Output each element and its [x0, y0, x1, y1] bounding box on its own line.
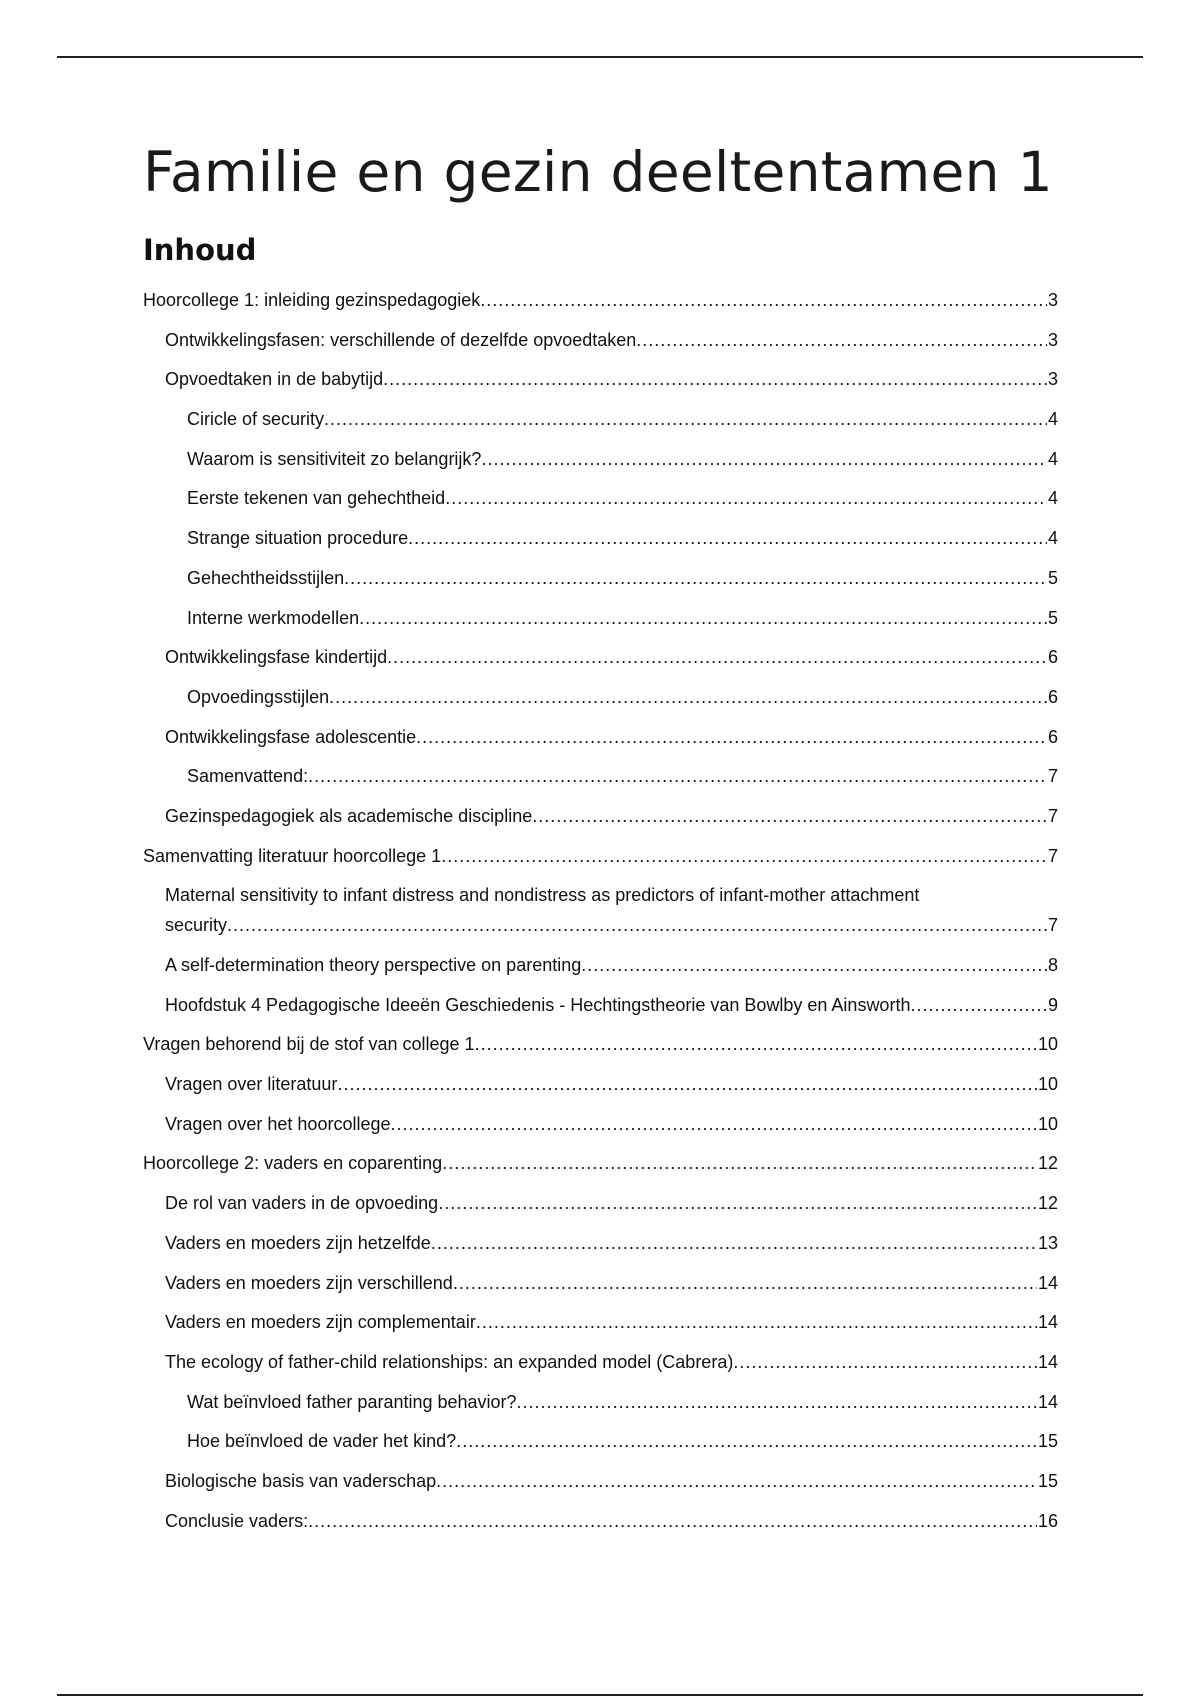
toc-entry-label: Vragen over literatuur [165, 1074, 338, 1095]
toc-entry-kindertijd[interactable] [143, 642, 1058, 672]
toc-page-number: 4 [1047, 409, 1058, 430]
toc-entry-hoorcollege-1[interactable] [143, 285, 1058, 315]
toc-dot-leader [480, 285, 1047, 315]
toc-entry-label: Ciricle of security [187, 409, 325, 430]
toc-entry-label: Ontwikkelingsfase adolescentie [165, 726, 417, 747]
toc-entry-complementair[interactable] [143, 1307, 1058, 1337]
page-title: Familie en gezin deeltentamen 1 [143, 140, 1053, 204]
toc-entry-label: Conclusie vaders: [165, 1510, 309, 1531]
toc-dot-leader [416, 722, 1047, 752]
toc-entry-label: Eerste tekenen van gehechtheid [187, 488, 446, 509]
toc-entry-verschillend[interactable] [143, 1268, 1058, 1298]
toc-dot-leader [390, 1109, 1036, 1139]
toc-dot-leader [383, 364, 1047, 394]
toc-entry-maternal-sensitivity[interactable] [143, 880, 1058, 940]
toc-entry-label: Opvoedingsstijlen [187, 686, 330, 707]
toc-entry-samenvatting-literatuur-1[interactable] [143, 841, 1058, 871]
toc-entry-hoorcollege-2[interactable] [143, 1148, 1058, 1178]
toc-page-number: 12 [1037, 1153, 1058, 1174]
toc-dot-leader [481, 444, 1047, 474]
toc-entry-opvoedtaken-babytijd[interactable] [143, 364, 1058, 394]
toc-entry-label: Ontwikkelingsfasen: verschillende of dezelfde opvoedtaken [165, 329, 637, 350]
toc-entry-biologische-basis[interactable] [143, 1466, 1058, 1496]
toc-page-number: 13 [1037, 1232, 1058, 1253]
toc-entry-label-line1: Maternal sensitivity to infant distress and nondistress as predictors of infant-mother attachment [165, 885, 920, 906]
toc-entry-label: Vaders en moeders zijn verschillend [165, 1272, 453, 1293]
toc-page-number: 10 [1037, 1074, 1058, 1095]
toc-entry-rol-van-vaders[interactable] [143, 1188, 1058, 1218]
toc-page-number: 6 [1047, 647, 1058, 668]
toc-entry-circle-of-security[interactable] [143, 404, 1058, 434]
toc-heading: Inhoud [143, 233, 257, 267]
toc-page-number: 14 [1037, 1351, 1058, 1372]
toc-dot-leader [227, 910, 1047, 940]
toc-dot-leader [344, 563, 1047, 593]
toc-entry-label: Gehechtheidsstijlen [187, 567, 345, 588]
toc-entry-interne-werkmodellen[interactable] [143, 603, 1058, 633]
toc-dot-leader [436, 1466, 1037, 1496]
toc-entry-label: Vaders en moeders zijn complementair [165, 1312, 476, 1333]
toc-page-number: 15 [1037, 1431, 1058, 1452]
toc-entry-sensitiviteit[interactable] [143, 444, 1058, 474]
toc-entry-label: Hoorcollege 2: vaders en coparenting [143, 1153, 443, 1174]
toc-dot-leader [441, 841, 1047, 871]
toc-dot-leader [636, 325, 1047, 355]
toc-entry-label: Opvoedtaken in de babytijd [165, 369, 384, 390]
toc-entry-label: Vragen behorend bij de stof van college 1 [143, 1034, 475, 1055]
toc-entry-label: Wat beïnvloed father paranting behavior? [187, 1391, 517, 1412]
toc-entry-label: Vragen over het hoorcollege [165, 1113, 391, 1134]
header-rule [57, 56, 1143, 58]
toc-entry-label: Biologische basis van vaderschap [165, 1470, 437, 1491]
toc-page-number: 14 [1037, 1312, 1058, 1333]
toc-entry-academische-discipline[interactable] [143, 801, 1058, 831]
toc-entry-ecology-father-child[interactable] [143, 1347, 1058, 1377]
toc-dot-leader [453, 1268, 1037, 1298]
toc-entry-label: Waarom is sensitiviteit zo belangrijk? [187, 448, 482, 469]
toc-page-number: 14 [1037, 1391, 1058, 1412]
toc-page-number: 4 [1047, 448, 1058, 469]
toc-page-number: 7 [1047, 805, 1058, 826]
toc-page-number: 10 [1037, 1034, 1058, 1055]
toc-entry-label: Gezinspedagogiek als academische discipline [165, 805, 533, 826]
toc-entry-gehechtheidsstijlen[interactable] [143, 563, 1058, 593]
toc-page-number: 3 [1047, 329, 1058, 350]
toc-page-number: 6 [1047, 686, 1058, 707]
toc-entry-label: Samenvatting literatuur hoorcollege 1 [143, 845, 442, 866]
toc-page-number: 7 [1047, 845, 1058, 866]
toc-entry-hetzelfde[interactable] [143, 1228, 1058, 1258]
toc-page-number: 5 [1047, 567, 1058, 588]
toc-entry-label: Hoe beïnvloed de vader het kind? [187, 1431, 457, 1452]
toc-entry-vader-beinvloed-kind[interactable] [143, 1426, 1058, 1456]
toc-entry-conclusie-vaders[interactable] [143, 1506, 1058, 1536]
toc-dot-leader [445, 483, 1047, 513]
toc-dot-leader [359, 603, 1047, 633]
toc-page-number: 3 [1047, 369, 1058, 390]
toc-entry-ontwikkelingsfasen[interactable] [143, 325, 1058, 355]
toc-dot-leader [431, 1228, 1037, 1258]
toc-page-number: 12 [1037, 1193, 1058, 1214]
toc-dot-leader [324, 404, 1047, 434]
toc-dot-leader [387, 642, 1047, 672]
toc-entry-vragen-hoorcollege[interactable] [143, 1109, 1058, 1139]
toc-entry-label: Interne werkmodellen [187, 607, 360, 628]
toc-page-number: 7 [1047, 766, 1058, 787]
toc-dot-leader [308, 761, 1047, 791]
toc-entry-vragen-college-1[interactable] [143, 1029, 1058, 1059]
toc-page-number: 9 [1047, 994, 1058, 1015]
toc-entry-label: Hoofdstuk 4 Pedagogische Ideeën Geschiedenis - Hechtingstheorie van Bowlby en Ainsworth [165, 994, 911, 1015]
toc-dot-leader [337, 1069, 1037, 1099]
toc-page-number: 10 [1037, 1113, 1058, 1134]
toc-entry-label: De rol van vaders in de opvoeding [165, 1193, 439, 1214]
toc-entry-father-parenting-behavior[interactable] [143, 1387, 1058, 1417]
toc-page-number: 15 [1037, 1470, 1058, 1491]
toc-dot-leader [475, 1029, 1037, 1059]
toc-dot-leader [910, 990, 1047, 1020]
toc-entry-label: Vaders en moeders zijn hetzelfde [165, 1232, 431, 1253]
toc-dot-leader [456, 1426, 1037, 1456]
toc-dot-leader [517, 1387, 1037, 1417]
toc-dot-leader [408, 523, 1047, 553]
toc-page-number: 4 [1047, 528, 1058, 549]
toc-entry-label-line2: security [165, 915, 228, 936]
toc-page-number: 5 [1047, 607, 1058, 628]
toc-page-number: 7 [1047, 915, 1058, 936]
toc-entry-eerste-tekenen[interactable] [143, 483, 1058, 513]
toc-entry-label: A self-determination theory perspective on parenting [165, 955, 582, 975]
toc-page-number: 6 [1047, 726, 1058, 747]
toc-entry-adolescentie[interactable] [143, 722, 1058, 752]
toc-entry-samenvattend[interactable] [143, 761, 1058, 791]
toc-dot-leader [733, 1347, 1037, 1377]
toc-entry-vragen-literatuur[interactable] [143, 1069, 1058, 1099]
toc-entry-label: Samenvattend: [187, 766, 309, 787]
toc-entry-strange-situation[interactable] [143, 523, 1058, 553]
toc-dot-leader [442, 1148, 1037, 1178]
toc-page-number: 8 [1047, 955, 1058, 975]
toc-entry-label: Hoorcollege 1: inleiding gezinspedagogiek [143, 290, 481, 310]
footer-rule [57, 1694, 1143, 1696]
toc-page-number: 4 [1047, 488, 1058, 509]
toc-entry-self-determination[interactable] [143, 950, 1058, 980]
toc-dot-leader [438, 1188, 1037, 1218]
toc-entry-hoofdstuk-4[interactable] [143, 990, 1058, 1020]
toc-dot-leader [581, 950, 1047, 980]
toc-dot-leader [329, 682, 1047, 712]
toc-dot-leader [308, 1506, 1037, 1536]
toc-page-number: 14 [1037, 1272, 1058, 1293]
toc-page-number: 16 [1037, 1510, 1058, 1531]
toc-entry-label: Ontwikkelingsfase kindertijd [165, 647, 388, 668]
toc-entry-label: Strange situation procedure [187, 528, 409, 549]
table-of-contents [143, 285, 1058, 1545]
toc-page-number: 3 [1047, 290, 1058, 310]
toc-dot-leader [476, 1307, 1037, 1337]
toc-entry-label: The ecology of father-child relationships: an expanded model (Cabrera) [165, 1351, 734, 1372]
toc-entry-opvoedingsstijlen[interactable] [143, 682, 1058, 712]
toc-dot-leader [532, 801, 1047, 831]
